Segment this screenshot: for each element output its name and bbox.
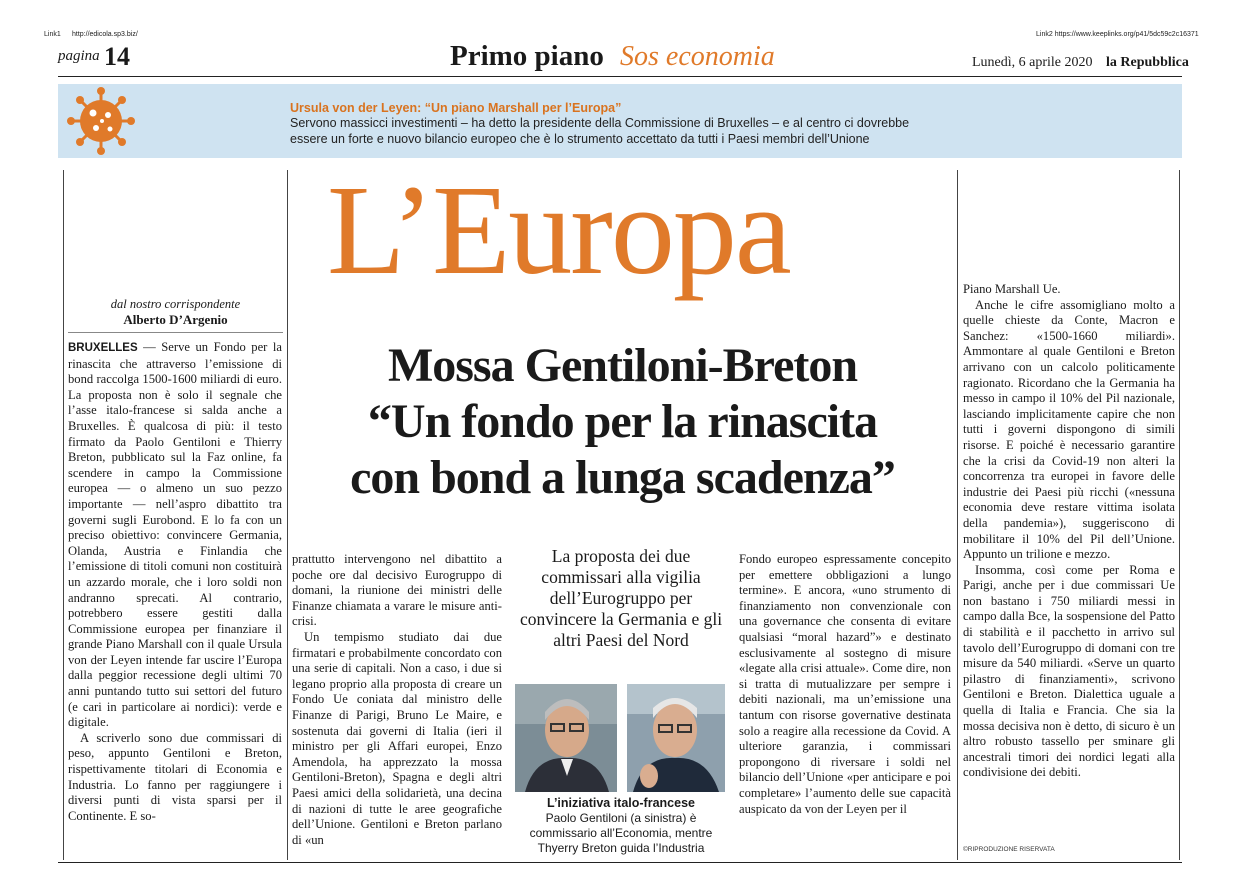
- byline-name: Alberto D’Argenio: [123, 312, 228, 327]
- masthead: la Repubblica: [1106, 55, 1189, 70]
- headline-line-2: “Un fondo per la rinascita: [367, 395, 878, 448]
- kicker: L’Europa: [327, 159, 790, 301]
- right-margin-rule: [1179, 170, 1180, 860]
- byline-rule: [68, 332, 283, 333]
- col5-paragraph-1: Piano Marshall Ue.: [963, 282, 1061, 296]
- col2-paragraph-2: Un tempismo studiato dai due firmatari e probabilmente concordato con una serie di capitali. Non a caso, i due si legano proprio alla proposta di creare un Fondo Ue coniata dal ministro delle Finanze di Parigi, Bruno Le Maire, e sostenuta dai governi di Italia (ieri il ministro per gli Affari europei, Enzo Amendola, ha apprezzato la mossa Gentiloni-Breton), Spagna e degli altri Paesi amici della solidarietà, una decina di nazioni di tutte le aree geografiche dell’Unione. Gentiloni e Breton parlano di «un: [292, 629, 502, 847]
- headline: [295, 338, 950, 506]
- col4-paragraph-1: Fondo europeo espressamente concepito per emettere obbligazioni a lungo termine». E ancora, «uno strumento di finanziamento non convenzionale con una governance che consenta di evitare qualsiasi “moral hazard”» e destinato esclusivamente al sostegno di misure «legate alla crisi attuale». Come dire, non si tratta di mutualizzare per sempre i debiti nazionali, ma un’emissione una tantum con risorse governative destinata solo a reagire alla recessione da Covid. A ulteriore garanzia, i commissari propongono di riversare i soldi nel bilancio dell’Unione «per anticipare e poi completare» l’aumento delle sue capacità auspicato da von der Leyen per il: [739, 552, 951, 816]
- subhead: La proposta dei due commissari alla vigilia dell’Eurogruppo per convincere la Germania e gli altri Paesi del Nord: [519, 546, 723, 650]
- dateline: BRUXELLES: [68, 342, 138, 354]
- banner-text: Servono massicci investimenti – ha detto la presidente della Commissione di Bruxelles – e al centro ci dovrebbe essere un forte e nuovo bilancio europeo che è lo strumento accettato da tutti i Paesi membri dell’Unione: [290, 116, 910, 146]
- coronavirus-icon: [60, 85, 142, 157]
- article-column-1: [68, 340, 282, 856]
- col1-paragraph-2: A scriverlo sono due commissari di peso, appunto Gentiloni e Breton, rispettivamente titolari di Economia e Industria. Lo fanno per raggiungere i diversi punti di vista sparsi per il Continente. E so-: [68, 730, 282, 823]
- column-rule-1: [287, 170, 288, 860]
- bottom-rule: [58, 862, 1182, 863]
- byline-role: dal nostro corrispondente: [110, 297, 241, 311]
- headline-line-1: Mossa Gentiloni-Breton: [387, 339, 858, 392]
- link1-url[interactable]: http://edicola.sp3.biz/: [72, 31, 138, 38]
- page-number: 14: [104, 42, 130, 71]
- article-column-4: [739, 552, 951, 856]
- caption-text: Paolo Gentiloni (a sinistra) è commissario all’Economia, mentre Thyerry Breton guida l’Industria: [529, 811, 713, 855]
- breton-photo: [627, 684, 725, 792]
- col5-paragraph-3: Insomma, così come per Roma e Parigi, anche per i due commissari Ue non bastano i 750 miliardi messi in campo dalla Bce, la sospensione del Patto di stabilità e il pacchetto in arrivo sul tavolo dell’Eurogruppo di domani con tre misure da 540 miliardi. «Serve un quarto pilastro di finanziamenti», scrivono Gentiloni e Breton. Dialettica uguale a quella di Italia e Francia. Che sia la mossa decisiva non è detto, di sicuro è un altro robusto tassello per sminare gli ancestrali timori dei nordici legati alla condivisione dei debiti.: [963, 562, 1175, 780]
- section-title: Primo piano: [450, 40, 604, 72]
- issue-date: Lunedì, 6 aprile 2020: [972, 55, 1093, 70]
- copyright-notice: ©RIPRODUZIONE RISERVATA: [963, 846, 1055, 853]
- header-rule: [58, 76, 1182, 77]
- caption-title: L’iniziativa italo-francese: [547, 796, 695, 810]
- column-rule-2: [957, 170, 958, 860]
- gentiloni-photo: [515, 684, 617, 792]
- subsection-title: Sos economia: [620, 41, 775, 72]
- article-column-5: [963, 282, 1175, 844]
- col2-paragraph-1: prattutto intervengono nel dibattito a poche ore dal decisivo Eurogruppo di domani, la riunione dei ministri delle Finanze chiamata a varare le misure anti-crisi.: [292, 552, 502, 629]
- col5-paragraph-2: Anche le cifre assomigliano molto a quelle chieste da Conte, Macron e Sanchez: «1500-1660 miliardi». Ammontare al quale Gentiloni e Breton arrivano con un calcolo politicamente ragionato. Ricordano che la Germania ha messo in campo il 10% del Pil nazionale, lasciando implicitamente capire che non tutti i governi dispongono di simili risorse. E poiché è necessario garantire che la crisi da Covid-19 non alteri la concorrenza tra europei in favore delle industrie dei Paesi più ricchi («nessuna economia deve restare vittima isolata della pandemia»), suggeriscono di mobilitare il 10% del Pil dell’Unione. Appunto un trilione e mezzo.: [963, 297, 1175, 562]
- link2-label-url[interactable]: Link2 https://www.keeplinks.org/p41/5dc59c2c16371: [1036, 31, 1199, 38]
- col1-paragraph-1: — Serve un Fondo per la rinascita che attraverso l’emissione di bond raccolga 1500-1600 miliardi di euro. La proposta non è solo il segnale che l’asse italo-francese si salda anche a Bruxelles. È qualcosa di più: il testo firmato da Paolo Gentiloni e Thierry Breton, pubblicato sul la Faz online, fa scendere in campo la Commissione europea — o almeno un suo pezzo importante — nell’aspro dibattito tra governi sugli Eurobond. E lo fa con un preciso obiettivo: convincere Germania, Olanda, Austria e Finlandia che l’emissione di titoli comuni non costituirà un azzardo morale, che i loro soldi non andranno sprecati. Al contrario, potrebbero essere gestiti dalla Commissione europea per finanziare il grande Piano Marshall con il quale Ursula von der Leyen intende far uscire l’Europa dalla peggior recessione degli ultimi 70 anni puntando tutto sui settori del futuro (e cari in particolare ai nordici): verde e digitale.: [68, 340, 282, 730]
- headline-line-3: con bond a lunga scadenza”: [350, 451, 895, 504]
- banner-title: Ursula von der Leyen: “Un piano Marshall per l’Europa”: [290, 101, 622, 115]
- page-label: pagina: [58, 48, 100, 64]
- link1-label: Link1: [44, 31, 61, 38]
- article-column-2: [292, 552, 502, 856]
- left-margin-rule: [63, 170, 64, 860]
